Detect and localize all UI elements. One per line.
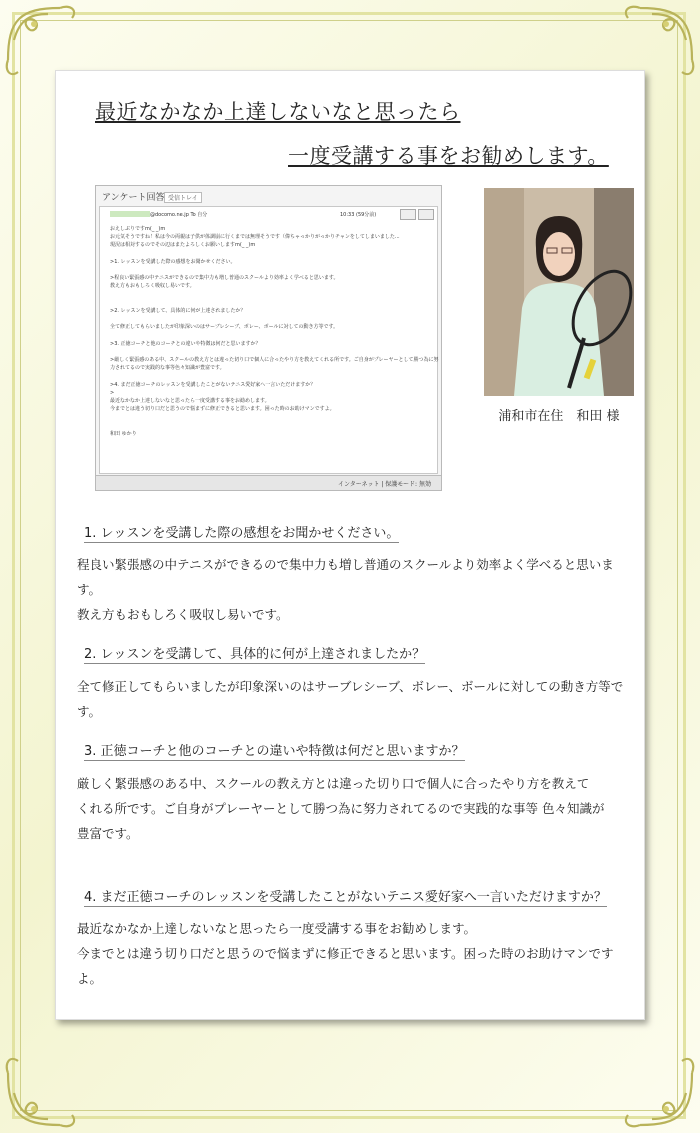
email-line <box>110 332 429 340</box>
email-line: お元気そうですね！私は今の両親は子供が体調崩に行くまでは無理そうです（偉ちゃっかりがっかりチャンをしてしまいました... <box>110 234 400 241</box>
email-line <box>110 373 429 381</box>
email-line: 今までとは違う切り口だと思うので悩まずに修正できると思います。困った時のお助けマンですよ。 <box>110 406 335 413</box>
email-line <box>110 291 429 299</box>
answer-line: 全て修正してもらいましたが印象深いのはサーブレシーブ、ボレー、ボールに対しての動き方等です。 <box>77 679 624 719</box>
email-line: おえしぶりですm(_ _)m <box>110 226 166 232</box>
menu-icon <box>418 209 434 220</box>
corner-ornament-icon <box>610 1043 700 1133</box>
email-line <box>110 266 429 274</box>
email-line: >3. 正徳コーチと他のコーチとの違いや特徴は何だと思いますか？ <box>110 340 261 347</box>
email-line: 全て修正してもらいましたが印象深いのはサーブレシーブ、ボレー、ボールに対しての動き方等です。 <box>110 324 339 331</box>
sender-redaction <box>110 211 150 217</box>
answer-4 <box>77 916 627 991</box>
email-sender: @docomo.ne.jp To 自分 <box>150 212 208 218</box>
email-time: 10:33 (59分前) <box>340 212 377 218</box>
status-text: インターネット | 保護モード: 無効 <box>338 481 431 488</box>
answer-line: 厳しく緊張感のある中、スクールの教え方とは違った切り口で個人に合ったやり方を教えて <box>77 776 590 791</box>
question-4: 4. まだ正徳コーチのレッスンを受講したことがないテニス愛好家へ一言いただけますか？ <box>84 886 607 907</box>
answer-2 <box>77 674 627 724</box>
email-line: >1. レッスンを受講した際の感想をお聞かせください。 <box>110 258 236 265</box>
headline-line-2: 一度受講する事をお勧めします。 <box>288 144 609 168</box>
email-screenshot <box>95 185 442 491</box>
email-line <box>110 348 429 356</box>
answer-line: 程良い緊張感の中テニスができるので集中力も増し普通のスクールより効率よく学べると思います。 <box>77 557 614 597</box>
email-line <box>110 250 429 258</box>
corner-ornament-icon <box>0 1043 90 1133</box>
customer-photo <box>484 188 634 396</box>
question-2: 2. レッスンを受講して、具体的に何が上達されましたか？ <box>84 643 425 664</box>
answer-line: 豊富です。 <box>77 826 139 841</box>
answer-1 <box>77 552 627 627</box>
email-line <box>110 299 429 307</box>
answer-line: くれる所です。ご自身がプレーヤーとして勝つ為に努力されてるので実践的な事等 色々知識が <box>77 801 605 816</box>
email-line: 現況は相対するのでその辺はまたよろしくお願いしますm(_ _)m <box>110 242 256 249</box>
email-inbox-tab: 受信トレイ <box>164 192 202 203</box>
email-line: > <box>110 390 115 397</box>
photo-caption: 浦和市在住 和田 様 <box>498 409 620 424</box>
question-1: 1. レッスンを受講した際の感想をお聞かせください。 <box>84 522 399 543</box>
browser-status-bar <box>96 475 441 490</box>
email-text <box>110 225 439 438</box>
answer-line: 最近なかなか上達しないなと思ったら一度受講する事をお勧めします。 <box>77 921 477 936</box>
reply-icon <box>400 209 416 220</box>
email-line: 力されてるので実践的な事等色々知識が豊富です。 <box>110 365 225 372</box>
headline-line-1: 最近なかなか上達しないなと思ったら <box>95 100 461 124</box>
email-line: >厳しく緊張感のある中、スクールの教え方とは違った切り口で個人に合ったやり方を教えてくれる所です。ご自身がプレーヤーとして勝つ為に努 <box>110 357 439 364</box>
email-line: >4. まだ正徳コーチのレッスンを受講したことがないテニス愛好家へ一言いただけますか？ <box>110 381 316 388</box>
answer-line: 教え方もおもしろく吸収し易いです。 <box>77 607 289 622</box>
email-subject: アンケート回答 <box>102 193 165 203</box>
email-line: >程良い緊張感の中テニスができるので集中力も増し普通のスクールより効率よく学べると思います。 <box>110 275 339 282</box>
answer-3 <box>77 771 627 846</box>
email-body <box>99 206 438 474</box>
email-line: >2. レッスンを受講して、具体的に何が上達されましたか？ <box>110 308 246 315</box>
email-line <box>110 414 429 422</box>
question-3: 3. 正徳コーチと他のコーチとの違いや特徴は何だと思いますか？ <box>84 740 465 761</box>
email-line <box>110 315 429 323</box>
email-line: 和田 ゆかり <box>110 431 137 438</box>
answer-line: 今までとは違う切り口だと思うので悩まずに修正できると思います。困った時のお助けマンですよ。 <box>77 946 614 986</box>
email-line: 教え方もおもしろく吸収し易いです。 <box>110 283 195 290</box>
email-line: 最近なかなか上達しないなと思ったら一度受講する事をお勧めします。 <box>110 398 270 405</box>
email-line <box>110 422 429 430</box>
